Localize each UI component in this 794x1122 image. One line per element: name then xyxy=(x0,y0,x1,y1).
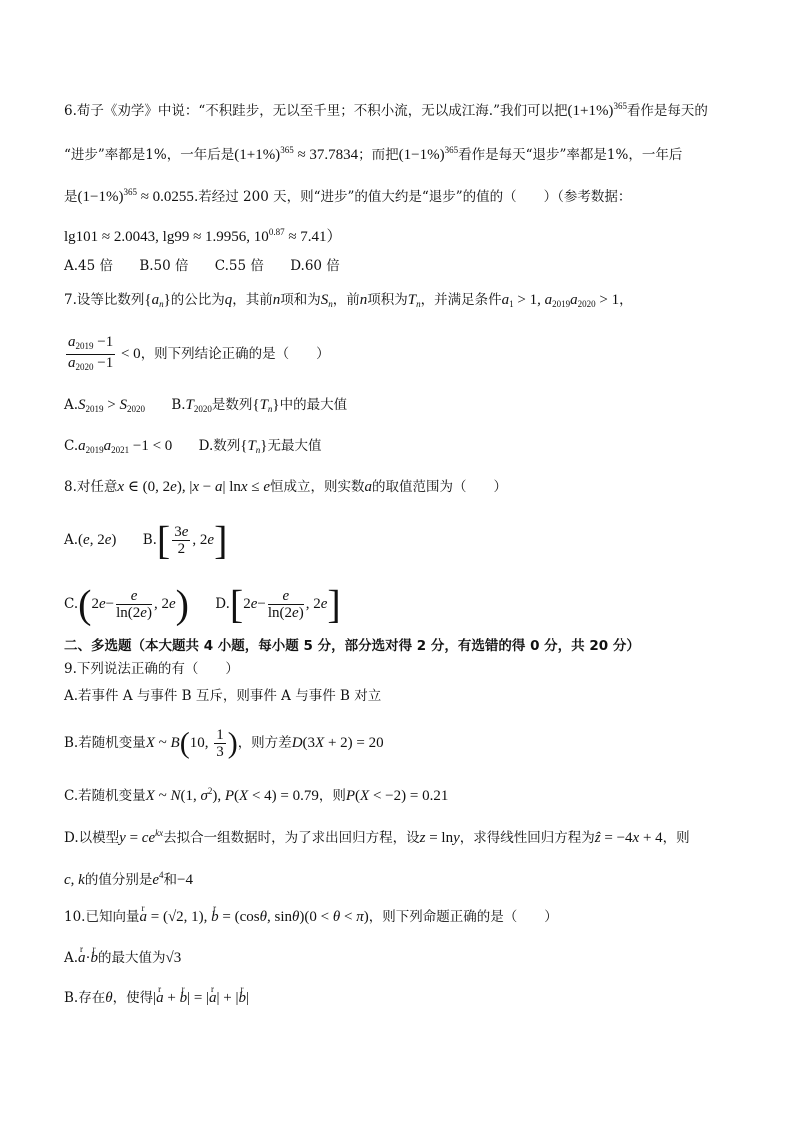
q7-line-2: $\frac{a_{2019} -1}{a_{2020} -1}$ < 0，则下列结论正确的是（ ） xyxy=(64,334,330,375)
q9-option-b: B.若随机变量X ~ B(10, $\frac{1}{3}$ )，则方差D(3X + 2) = 20 xyxy=(64,726,384,760)
q7-option-c: $C.a_{2019}a_{2021} -1 < 0$ xyxy=(64,438,173,455)
q8-options-cd xyxy=(64,581,341,627)
q8-option-d: D.[2e− $\frac{e}{\ln(2e)}$ , 2e] xyxy=(215,581,341,627)
q6-options xyxy=(64,256,340,276)
q6-option-b: B.50 倍 xyxy=(139,258,189,274)
q7-options-cd xyxy=(64,436,322,460)
q7-option-a: $A.S_{2019} > S_{2020}$ xyxy=(64,397,146,414)
fraction: $\frac{a_{2019} -1}{a_{2020} -1}$ xyxy=(68,334,114,372)
q7-options-ab xyxy=(64,395,347,419)
q9-stem: 9.下列说法正确的有（ ） xyxy=(64,661,239,677)
q7-option-d: D.数列$\{T_n\}$无最大值 xyxy=(198,438,322,455)
q9-option-d-line-1: D.以模型$y = ce^{kx}$去拟合一组数据时，为了求出回归方程，设z = lny，求得线性回归方程为ẑ = −4x + 4，则 xyxy=(64,828,690,846)
q8-stem: 8.对任意x ∈ (0, 2e), |x − a| lnx ≤ e恒成立，则实数a的取值范围为（ ） xyxy=(64,479,507,495)
q10-option-b: B.存在θ，使得|r a + r b| = |r a| + |r b| xyxy=(64,988,249,1008)
q10-option-a: A.r a·r b的最大值为√3 xyxy=(64,948,181,968)
q6-option-c: C.55 倍 xyxy=(214,258,264,274)
q8-option-b: B.[ $\frac{3e}{2}$ , 2e] xyxy=(142,517,228,563)
q9-option-c: C.若随机变量X ~ N(1, $\sigma^2$), P(X < 4) = 0.79，则P(X < −2) = 0.21 xyxy=(64,786,449,804)
q6-option-a: A.45 倍 xyxy=(64,258,114,274)
section-2-heading: 二、多选题（本大题共 4 小题，每小题 5 分，部分选对得 2 分，有选错的得 0 分，共 20 分） xyxy=(64,638,640,654)
q10-stem: 10.已知向量r a = (√2, 1), r b = (cosθ, sinθ)(0 < θ < π)，则下列命题正确的是（ ） xyxy=(64,907,558,927)
q9-option-d-line-2: c, k的值分别是$e^4$和−4 xyxy=(64,870,193,888)
q8-options-ab xyxy=(64,517,228,563)
q6-option-d: D.60 倍 xyxy=(290,258,340,274)
q8-option-a: A.(e, 2e) xyxy=(64,531,117,548)
math-expr: $(1+1\%)^{365}$ xyxy=(567,101,627,119)
math-expr: $\{a_n\}$ xyxy=(144,292,171,309)
q7-line-1: 7.设等比数列$\{a_n\}$的公比为q，其前n项和为$S_n$，前n项积为$T_n$，并满足条件$a_1 > 1$, $a_{2019}a_{2020} > 1$， xyxy=(64,292,633,309)
q6-line-3: 是$(1-1\%)^{365} \approx 0.0255$.若经过 200 天，则“进步”的值大约是“退步”的值的（ ）（参考数据： xyxy=(64,187,632,205)
q7-option-b: $B.T_{2020}$是数列$\{T_n\}$中的最大值 xyxy=(171,397,348,414)
math-expr: $(1+1\%)^{365} \approx 37.7834$ xyxy=(234,145,359,163)
q6-line-1: 6.荀子《劝学》中说：“不积跬步，无以至千里；不积小流，无以成江海.”我们可以把$(1+1\%)^{365}$看作是每天的 xyxy=(64,101,708,119)
math-expr: $(1-1\%)^{365}$ xyxy=(398,145,459,163)
q6-line-2: “进步”率都是1%，一年后是$(1+1\%)^{365} \approx 37.7834$；而把$(1-1\%)^{365}$看作是每天“退步”率都是1%，一年后 xyxy=(64,145,683,163)
q6-reference-data: lg101 ≈ 2.0043, lg99 ≈ 1.9956, $10^{0.87} \approx 7.41$） xyxy=(64,227,342,245)
q9-option-a: A.若事件 A 与事件 B 互斥，则事件 A 与事件 B 对立 xyxy=(64,688,382,704)
math-expr: $(1-1\%)^{365} \approx 0.0255$ xyxy=(77,187,194,205)
q8-option-c: C.(2e− $\frac{e}{\ln(2e)}$ , 2e) xyxy=(64,581,189,627)
